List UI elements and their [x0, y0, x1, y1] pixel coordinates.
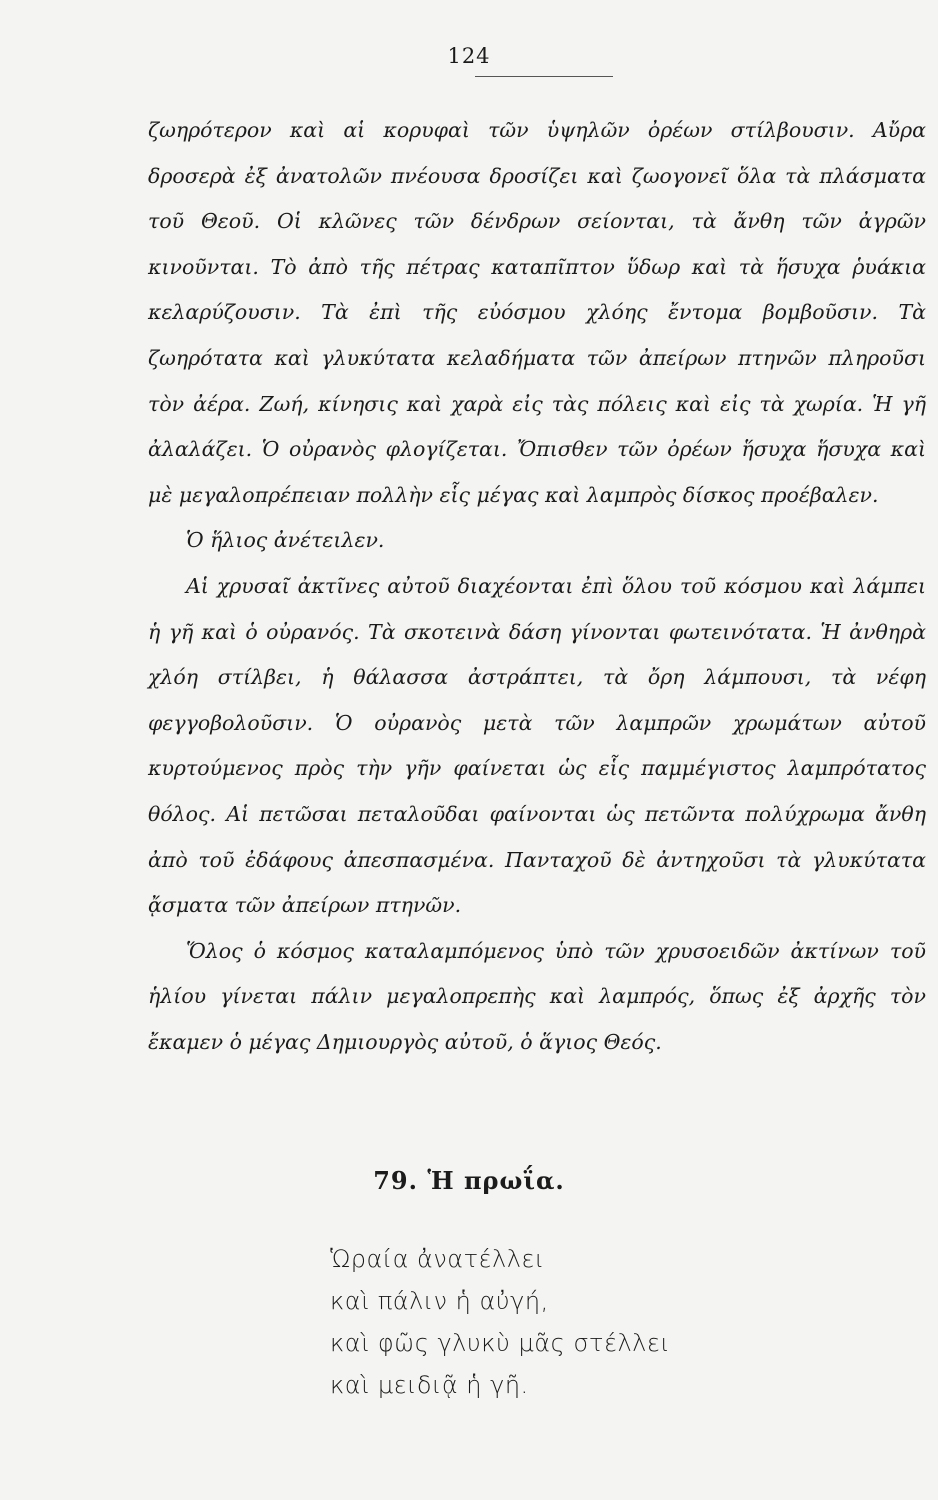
paragraph-2: Ὁ ἥλιος ἀνέτειλεν.	[186, 528, 385, 553]
paragraph-3: Αἱ χρυσαῖ ἀκτῖνες αὐτοῦ διαχέονται ἐπὶ ὅλου τοῦ κόσμου καὶ λάμπει ἡ γῆ καὶ ὁ οὐρανός. Τὰ σκοτεινὰ δάση γίνονται φωτεινότατα. Ἡ ἀνθηρὰ χλόη στίλβει, ἡ θάλασσα ἀστράπτει, τὰ ὄρη λάμπουσι, τὰ νέφη φεγγοβολοῦσιν. Ὁ οὐρανὸς μετὰ τῶν λαμπρῶν χρωμάτων αὐτοῦ κυρτούμενος πρὸς τὴν γῆν φαίνεται ὡς εἷς παμμέγιστος λαμπρότατος θόλος. Αἱ πετῶσαι πεταλοῦδαι φαίνονται ὡς πετῶντα πολύχρωμα ἄνθη ἀπὸ τοῦ ἐδάφους ἀπεσπασμένα. Πανταχοῦ δὲ ἀντηχοῦσι τὰ γλυκύτατα ᾄσματα τῶν ἀπείρων πτηνῶν.	[148, 573, 926, 918]
poem-line-4: καὶ μειδιᾷ ἡ γῆ.	[330, 1371, 529, 1399]
poem-line-1: Ὡραία ἀνατέλλει	[330, 1245, 545, 1273]
poem	[330, 1238, 890, 1406]
page-number: 124	[447, 44, 491, 68]
paragraph-1: ζωηρότερον καὶ αἱ κορυφαὶ τῶν ὑψηλῶν ὀρέων στίλβουσιν. Αὔρα δροσερὰ ἐξ ἀνατολῶν πνέουσα δροσίζει καὶ ζωογονεῖ ὅλα τὰ πλάσματα τοῦ Θεοῦ. Οἱ κλῶνες τῶν δένδρων σείονται, τὰ ἄνθη τῶν ἀγρῶν κινοῦνται. Τὸ ἀπὸ τῆς πέτρας καταπῖπτον ὕδωρ καὶ τὰ ἥσυχα ῥυάκια κελαρύζουσιν. Τὰ ἐπὶ τῆς εὐόσμου χλόης ἔντομα βομβοῦσιν. Τὰ ζωηρότατα καὶ γλυκύτατα κελαδήματα τῶν ἀπείρων πτηνῶν πληροῦσι τὸν ἀέρα. Ζωή, κίνησις καὶ χαρὰ εἰς τὰς πόλεις καὶ εἰς τὰ χωρία. Ἡ γῆ ἀλαλάζει. Ὁ οὐρανὸς φλογίζεται. Ὄπισθεν τῶν ὀρέων ἥσυχα ἥσυχα καὶ μὲ μεγαλοπρέπειαν πολλὴν εἷς μέγας καὶ λαμπρὸς δίσκος προέβαλεν.	[148, 118, 926, 507]
paragraph-4: Ὅλος ὁ κόσμος καταλαμπόμενος ὑπὸ τῶν χρυσοειδῶν ἀκτίνων τοῦ ἡλίου γίνεται πάλιν μεγαλοπρεπὴς καὶ λαμπρός, ὅπως ἐξ ἀρχῆς τὸν ἔκαμεν ὁ μέγας Δημιουργὸς αὐτοῦ, ὁ ἅγιος Θεός.	[148, 938, 926, 1054]
poem-line-2: καὶ πάλιν ἡ αὐγή,	[330, 1287, 549, 1315]
poem-line-3: καὶ φῶς γλυκὺ μᾶς στέλλει	[330, 1329, 671, 1357]
header-rule	[475, 76, 613, 77]
prose-body	[148, 108, 926, 1065]
section-heading: 79. Ἡ πρωΐα.	[373, 1166, 565, 1195]
